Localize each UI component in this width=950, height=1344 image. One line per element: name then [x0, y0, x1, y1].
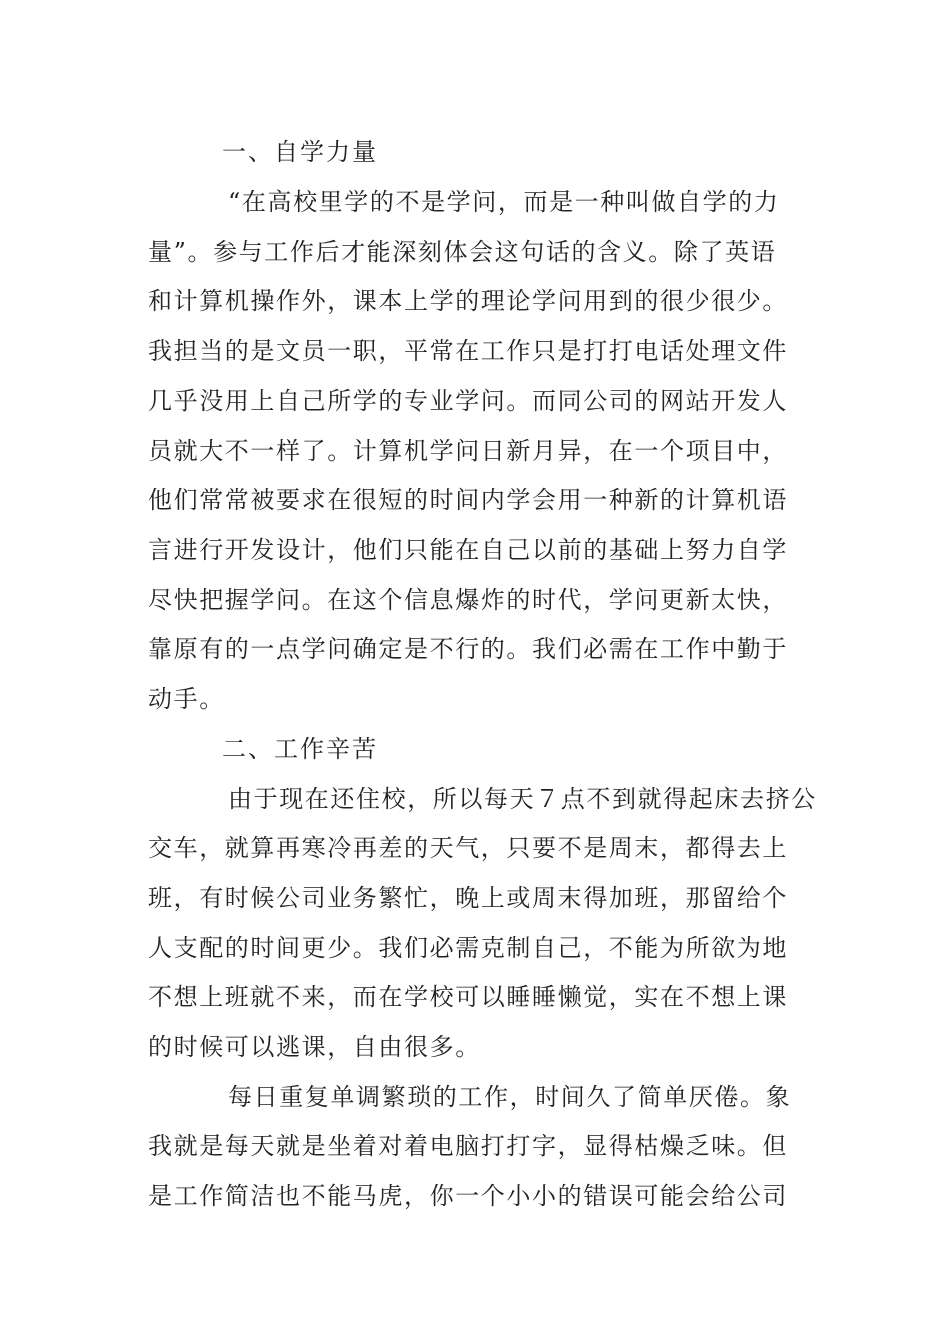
paragraph-line: 和计算机操作外，课本上学的理论学问用到的很少很少。	[148, 287, 788, 315]
paragraph-line: 言进行开发设计，他们只能在自己以前的基础上努力自学	[148, 536, 788, 564]
section-heading-work-hardship: 二、工作辛苦	[222, 735, 378, 763]
paragraph-line: “在高校里学的不是学问，而是一种叫做自学的力	[228, 188, 780, 216]
paragraph-line: 人支配的时间更少。我们必需克制自己，不能为所欲为地	[148, 934, 788, 962]
paragraph-line: 他们常常被要求在很短的时间内学会用一种新的计算机语	[148, 486, 788, 514]
paragraph-line: 量”。参与工作后才能深刻体会这句话的含义。除了英语	[148, 238, 777, 266]
paragraph-line: 班，有时候公司业务繁忙，晚上或周末得加班，那留给个	[148, 884, 788, 912]
paragraph-line: 交车，就算再寒冷再差的天气，只要不是周末，都得去上	[148, 834, 788, 862]
section-heading-self-study: 一、自学力量	[222, 138, 378, 166]
paragraph-line: 的时候可以逃课，自由很多。	[148, 1033, 481, 1061]
paragraph-line: 靠原有的一点学问确定是不行的。我们必需在工作中勤于	[148, 635, 788, 663]
paragraph-line: 我担当的是文员一职，平常在工作只是打打电话处理文件	[148, 337, 788, 365]
paragraph-line: 我就是每天就是坐着对着电脑打打字，显得枯燥乏味。但	[148, 1132, 788, 1160]
paragraph-line: 几乎没用上自己所学的专业学问。而同公司的网站开发人	[148, 387, 788, 415]
paragraph-line: 由于现在还住校，所以每天７点不到就得起床去挤公	[228, 785, 817, 813]
paragraph-line: 员就大不一样了。计算机学问日新月异，在一个项目中，	[148, 437, 788, 465]
paragraph-line: 不想上班就不来，而在学校可以睡睡懒觉，实在不想上课	[148, 983, 788, 1011]
paragraph-line: 尽快把握学问。在这个信息爆炸的时代，学问更新太快，	[148, 586, 788, 614]
paragraph-line: 是工作简洁也不能马虎，你一个小小的错误可能会给公司	[148, 1182, 788, 1210]
paragraph-line: 动手。	[148, 685, 225, 713]
paragraph-line: 每日重复单调繁琐的工作，时间久了简单厌倦。象	[228, 1083, 792, 1111]
